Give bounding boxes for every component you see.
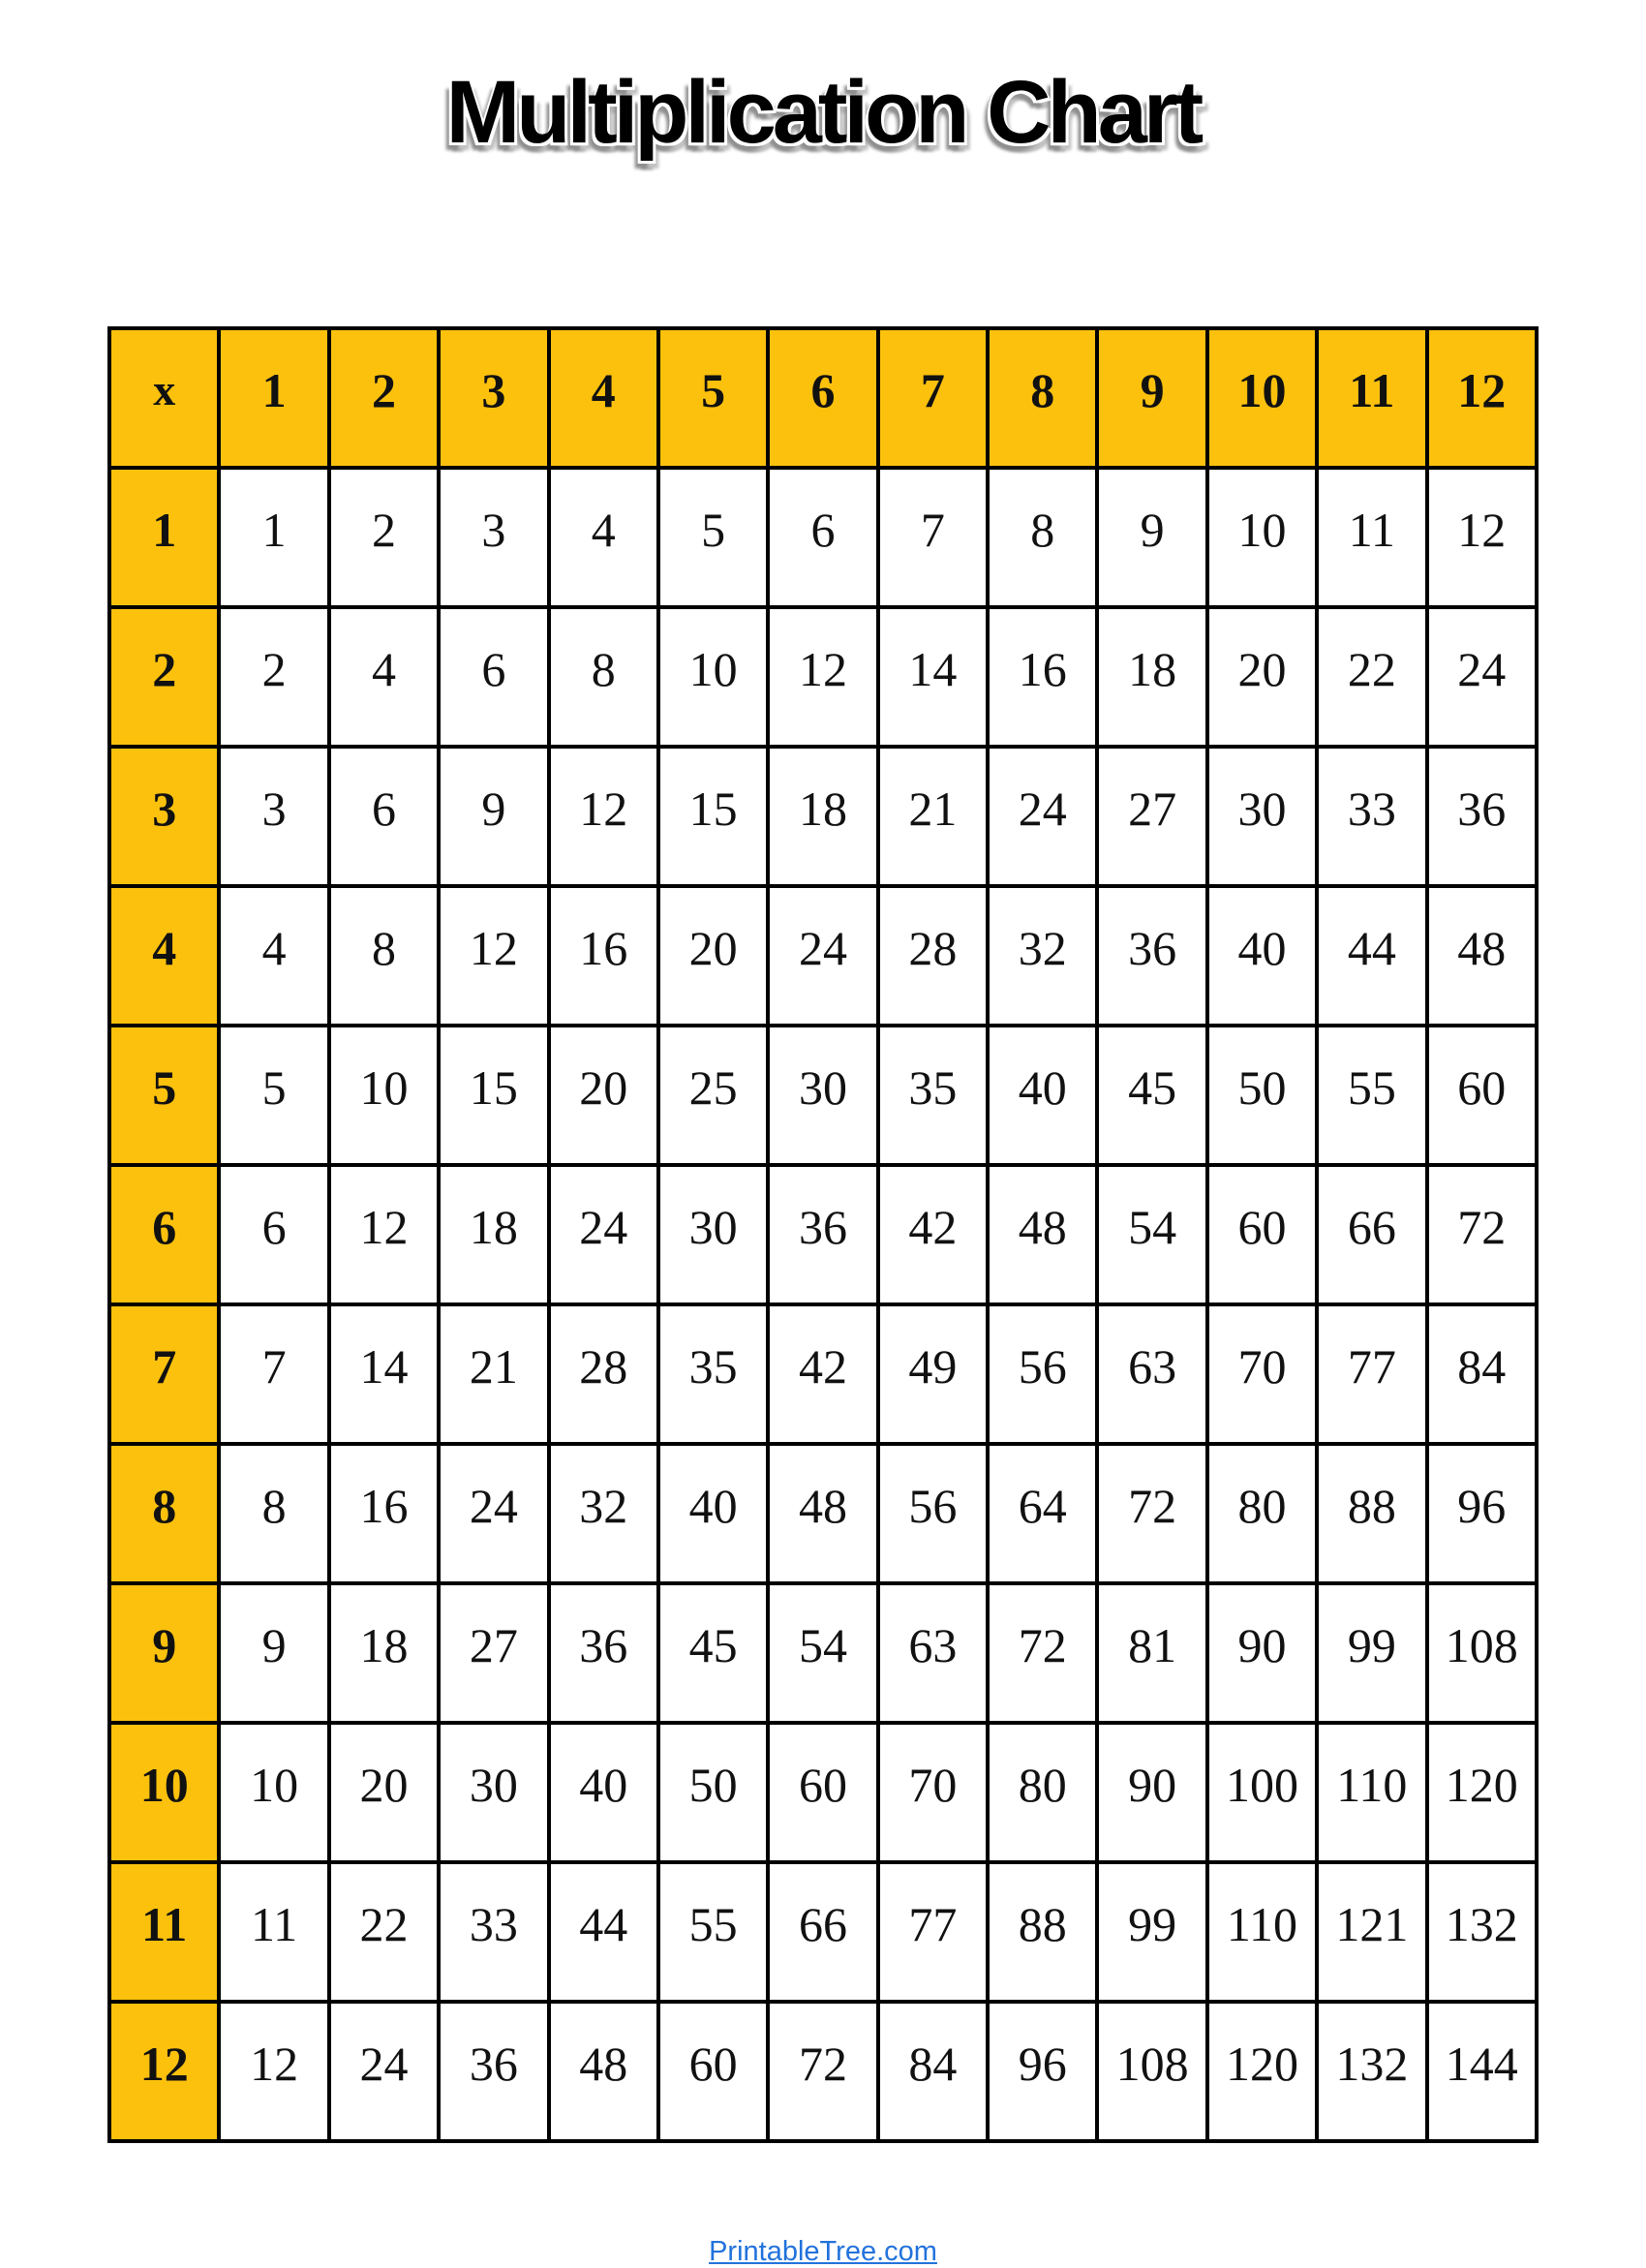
product-cell: 16	[549, 886, 658, 1026]
product-cell: 25	[658, 1026, 768, 1165]
product-cell: 40	[658, 1444, 768, 1583]
row-header-cell: 7	[109, 1304, 219, 1444]
product-cell: 120	[1427, 1723, 1538, 1862]
table-row	[109, 1026, 1537, 1165]
product-cell: 21	[439, 1304, 548, 1444]
product-cell: 18	[439, 1165, 548, 1304]
product-cell: 20	[549, 1026, 658, 1165]
product-cell: 18	[768, 747, 877, 886]
product-cell: 70	[1207, 1304, 1317, 1444]
product-cell: 56	[988, 1304, 1097, 1444]
product-cell: 70	[878, 1723, 988, 1862]
product-cell: 16	[329, 1444, 439, 1583]
product-cell: 44	[1317, 886, 1426, 1026]
product-cell: 32	[988, 886, 1097, 1026]
product-cell: 60	[1427, 1026, 1538, 1165]
product-cell: 72	[1427, 1165, 1538, 1304]
row-header-cell: 6	[109, 1165, 219, 1304]
col-header-cell: 5	[658, 328, 768, 468]
product-cell: 12	[768, 607, 877, 747]
table-body	[109, 468, 1537, 2141]
product-cell: 36	[1427, 747, 1538, 886]
row-header-cell: 9	[109, 1583, 219, 1723]
row-header-cell: 1	[109, 468, 219, 607]
product-cell: 56	[878, 1444, 988, 1583]
product-cell: 21	[878, 747, 988, 886]
product-cell: 22	[329, 1862, 439, 2002]
table-row	[109, 1723, 1537, 1862]
product-cell: 60	[1207, 1165, 1317, 1304]
row-header-cell: 8	[109, 1444, 219, 1583]
page-title: Multiplication Chart	[445, 63, 1201, 162]
product-cell: 27	[1097, 747, 1206, 886]
product-cell: 96	[1427, 1444, 1538, 1583]
product-cell: 20	[658, 886, 768, 1026]
product-cell: 2	[219, 607, 328, 747]
table-row	[109, 1444, 1537, 1583]
product-cell: 24	[329, 2002, 439, 2141]
table-row	[109, 468, 1537, 607]
product-cell: 44	[549, 1862, 658, 2002]
product-cell: 40	[549, 1723, 658, 1862]
product-cell: 8	[219, 1444, 328, 1583]
table-row	[109, 1862, 1537, 2002]
product-cell: 42	[878, 1165, 988, 1304]
product-cell: 36	[1097, 886, 1206, 1026]
col-header-cell: 6	[768, 328, 877, 468]
product-cell: 108	[1097, 2002, 1206, 2141]
product-cell: 42	[768, 1304, 877, 1444]
product-cell: 72	[1097, 1444, 1206, 1583]
product-cell: 66	[768, 1862, 877, 2002]
product-cell: 80	[1207, 1444, 1317, 1583]
product-cell: 4	[549, 468, 658, 607]
product-cell: 11	[219, 1862, 328, 2002]
product-cell: 18	[329, 1583, 439, 1723]
product-cell: 55	[1317, 1026, 1426, 1165]
product-cell: 36	[768, 1165, 877, 1304]
table-row	[109, 607, 1537, 747]
product-cell: 12	[439, 886, 548, 1026]
product-cell: 11	[1317, 468, 1426, 607]
product-cell: 48	[988, 1165, 1097, 1304]
product-cell: 100	[1207, 1723, 1317, 1862]
product-cell: 10	[658, 607, 768, 747]
product-cell: 10	[1207, 468, 1317, 607]
product-cell: 120	[1207, 2002, 1317, 2141]
product-cell: 30	[658, 1165, 768, 1304]
corner-cell: x	[109, 328, 219, 468]
product-cell: 81	[1097, 1583, 1206, 1723]
product-cell: 77	[878, 1862, 988, 2002]
product-cell: 96	[988, 2002, 1097, 2141]
product-cell: 54	[1097, 1165, 1206, 1304]
header-row	[109, 328, 1537, 468]
product-cell: 90	[1097, 1723, 1206, 1862]
product-cell: 12	[329, 1165, 439, 1304]
product-cell: 66	[1317, 1165, 1426, 1304]
col-header-cell: 1	[219, 328, 328, 468]
product-cell: 6	[439, 607, 548, 747]
product-cell: 6	[768, 468, 877, 607]
product-cell: 8	[988, 468, 1097, 607]
table-row	[109, 1583, 1537, 1723]
product-cell: 60	[658, 2002, 768, 2141]
product-cell: 24	[549, 1165, 658, 1304]
product-cell: 15	[658, 747, 768, 886]
product-cell: 5	[219, 1026, 328, 1165]
product-cell: 10	[329, 1026, 439, 1165]
product-cell: 77	[1317, 1304, 1426, 1444]
product-cell: 20	[1207, 607, 1317, 747]
product-cell: 2	[329, 468, 439, 607]
product-cell: 72	[768, 2002, 877, 2141]
product-cell: 22	[1317, 607, 1426, 747]
product-cell: 40	[988, 1026, 1097, 1165]
product-cell: 32	[549, 1444, 658, 1583]
product-cell: 12	[219, 2002, 328, 2141]
product-cell: 6	[219, 1165, 328, 1304]
product-cell: 50	[658, 1723, 768, 1862]
table-row	[109, 2002, 1537, 2141]
product-cell: 1	[219, 468, 328, 607]
col-header-cell: 7	[878, 328, 988, 468]
table-row	[109, 886, 1537, 1026]
product-cell: 6	[329, 747, 439, 886]
product-cell: 48	[1427, 886, 1538, 1026]
product-cell: 30	[439, 1723, 548, 1862]
row-header-cell: 2	[109, 607, 219, 747]
product-cell: 16	[988, 607, 1097, 747]
row-header-cell: 5	[109, 1026, 219, 1165]
product-cell: 99	[1317, 1583, 1426, 1723]
product-cell: 48	[768, 1444, 877, 1583]
product-cell: 24	[988, 747, 1097, 886]
col-header-cell: 2	[329, 328, 439, 468]
row-header-cell: 11	[109, 1862, 219, 2002]
product-cell: 80	[988, 1723, 1097, 1862]
product-cell: 30	[1207, 747, 1317, 886]
product-cell: 45	[1097, 1026, 1206, 1165]
product-cell: 48	[549, 2002, 658, 2141]
product-cell: 63	[1097, 1304, 1206, 1444]
product-cell: 35	[878, 1026, 988, 1165]
product-cell: 36	[549, 1583, 658, 1723]
product-cell: 20	[329, 1723, 439, 1862]
product-cell: 33	[1317, 747, 1426, 886]
product-cell: 110	[1207, 1862, 1317, 2002]
multiplication-table	[107, 326, 1539, 2143]
product-cell: 144	[1427, 2002, 1538, 2141]
product-cell: 9	[439, 747, 548, 886]
product-cell: 14	[329, 1304, 439, 1444]
row-header-cell: 12	[109, 2002, 219, 2141]
product-cell: 4	[219, 886, 328, 1026]
table-row	[109, 1165, 1537, 1304]
row-header-cell: 3	[109, 747, 219, 886]
product-cell: 15	[439, 1026, 548, 1165]
product-cell: 7	[878, 468, 988, 607]
product-cell: 28	[878, 886, 988, 1026]
product-cell: 8	[329, 886, 439, 1026]
product-cell: 12	[549, 747, 658, 886]
product-cell: 99	[1097, 1862, 1206, 2002]
col-header-cell: 3	[439, 328, 548, 468]
product-cell: 27	[439, 1583, 548, 1723]
product-cell: 88	[1317, 1444, 1426, 1583]
product-cell: 60	[768, 1723, 877, 1862]
product-cell: 10	[219, 1723, 328, 1862]
product-cell: 55	[658, 1862, 768, 2002]
product-cell: 14	[878, 607, 988, 747]
product-cell: 24	[439, 1444, 548, 1583]
product-cell: 9	[1097, 468, 1206, 607]
product-cell: 49	[878, 1304, 988, 1444]
col-header-cell: 12	[1427, 328, 1538, 468]
product-cell: 84	[878, 2002, 988, 2141]
product-cell: 3	[219, 747, 328, 886]
product-cell: 50	[1207, 1026, 1317, 1165]
product-cell: 33	[439, 1862, 548, 2002]
table-row	[109, 1304, 1537, 1444]
product-cell: 64	[988, 1444, 1097, 1583]
product-cell: 4	[329, 607, 439, 747]
product-cell: 84	[1427, 1304, 1538, 1444]
product-cell: 9	[219, 1583, 328, 1723]
footer-link[interactable]: PrintableTree.com	[709, 2236, 937, 2267]
product-cell: 72	[988, 1583, 1097, 1723]
product-cell: 63	[878, 1583, 988, 1723]
product-cell: 88	[988, 1862, 1097, 2002]
product-cell: 3	[439, 468, 548, 607]
product-cell: 8	[549, 607, 658, 747]
product-cell: 54	[768, 1583, 877, 1723]
product-cell: 121	[1317, 1862, 1426, 2002]
product-cell: 24	[768, 886, 877, 1026]
product-cell: 132	[1427, 1862, 1538, 2002]
row-header-cell: 10	[109, 1723, 219, 1862]
product-cell: 45	[658, 1583, 768, 1723]
col-header-cell: 8	[988, 328, 1097, 468]
product-cell: 30	[768, 1026, 877, 1165]
footer	[0, 2236, 1646, 2268]
product-cell: 5	[658, 468, 768, 607]
product-cell: 110	[1317, 1723, 1426, 1862]
product-cell: 7	[219, 1304, 328, 1444]
product-cell: 24	[1427, 607, 1538, 747]
product-cell: 40	[1207, 886, 1317, 1026]
product-cell: 35	[658, 1304, 768, 1444]
product-cell: 90	[1207, 1583, 1317, 1723]
product-cell: 28	[549, 1304, 658, 1444]
col-header-cell: 11	[1317, 328, 1426, 468]
product-cell: 36	[439, 2002, 548, 2141]
row-header-cell: 4	[109, 886, 219, 1026]
product-cell: 132	[1317, 2002, 1426, 2141]
col-header-cell: 4	[549, 328, 658, 468]
product-cell: 108	[1427, 1583, 1538, 1723]
product-cell: 12	[1427, 468, 1538, 607]
table-row	[109, 747, 1537, 886]
col-header-cell: 10	[1207, 328, 1317, 468]
product-cell: 18	[1097, 607, 1206, 747]
col-header-cell: 9	[1097, 328, 1206, 468]
